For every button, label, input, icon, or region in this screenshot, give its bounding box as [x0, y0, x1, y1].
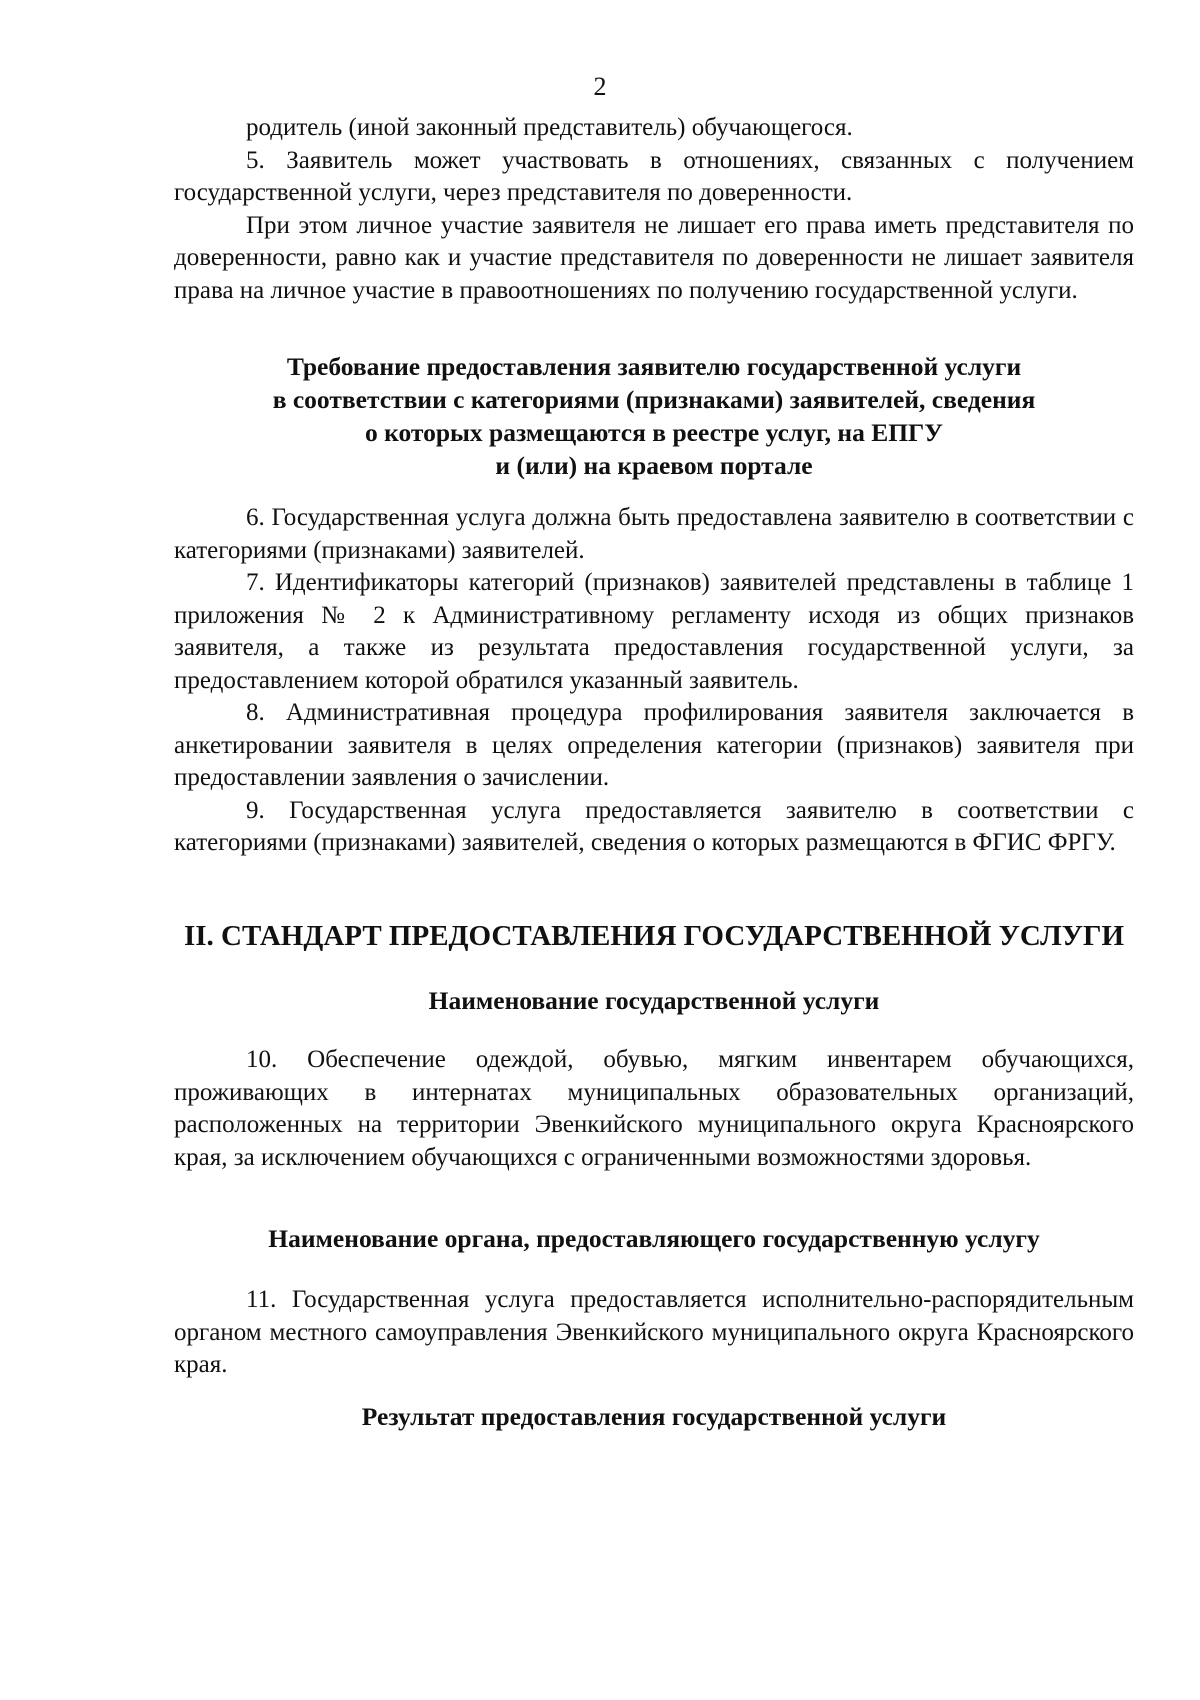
page-number: 2 [593, 72, 607, 101]
paragraph-5: 5. Заявитель может участвовать в отношениях, связанных с получением государственной услуги, через представителя по доверенности. [174, 146, 1134, 206]
paragraph-7: 7. Идентификаторы категорий (признаков) заявителей представлены в таблице 1 приложения № 2 к Административному регламенту исходя из общих признаков заявителя, а также из результата предоставления государственной услуги, за предоставлением которой обратился указанный заявитель. [174, 569, 1134, 694]
heading-service-name: Наименование государственной услуги [428, 986, 880, 1015]
paragraph-9: 9. Государственная услуга предоставляется заявителю в соответствии с категориями (признаками) заявителей, сведения о которых размещаются в ФГИС ФРГУ. [174, 796, 1134, 856]
applicant-categories-block [174, 502, 1134, 860]
heading-result-wrap [174, 1400, 1134, 1433]
heading-line: о которых размещаются в реестре услуг, на ЕПГУ [364, 418, 943, 447]
authority-block [174, 1284, 1134, 1382]
service-name-block [174, 1044, 1134, 1174]
section-title: II. СТАНДАРТ ПРЕДОСТАВЛЕНИЯ ГОСУДАРСТВЕННОЙ УСЛУГИ [183, 920, 1125, 952]
heading-applicant-requirements [174, 350, 1134, 482]
heading-service-name-wrap [174, 984, 1134, 1017]
heading-authority: Наименование органа, предоставляющего государственную услугу [268, 1224, 1040, 1253]
heading-line: в соответствии с категориями (признаками) заявителей, сведения [272, 385, 1036, 414]
paragraph-8: 8. Административная процедура профилирования заявителя заключается в анкетировании заявителя в целях определения категории (признаков) заявителя при предоставлении заявления о зачислении. [174, 699, 1134, 791]
heading-authority-wrap [174, 1222, 1134, 1255]
heading-line: и (или) на краевом портале [495, 451, 813, 480]
heading-result: Результат предоставления государственной услуги [361, 1402, 947, 1431]
paragraph-10: 10. Обеспечение одеждой, обувью, мягким инвентарем обучающихся, проживающих в интернатах муниципальных образовательных организаций, расположенных на территории Эвенкийского муниципального округа Красноярского края, за исключением обучающихся с ограниченными возможностями здоровья. [174, 1046, 1134, 1171]
paragraph-continuation: родитель (иной законный представитель) обучающегося. [246, 114, 853, 141]
heading-line: Требование предоставления заявителю государственной услуги [286, 352, 1022, 381]
intro-block [174, 112, 1134, 307]
section-2-title-wrap [174, 918, 1134, 954]
paragraph-5-continued: При этом личное участие заявителя не лишает его права иметь представителя по доверенности, равно как и участие представителя по доверенности не лишает заявителя права на личное участие в правоотношениях по получению государственной услуги. [174, 211, 1134, 304]
paragraph-11: 11. Государственная услуга предоставляется исполнительно-распорядительным органом местного самоуправления Эвенкийского муниципального округа Красноярского края. [174, 1286, 1134, 1378]
paragraph-6: 6. Государственная услуга должна быть предоставлена заявителю в соответствии с категориями (признаками) заявителей. [174, 504, 1134, 564]
